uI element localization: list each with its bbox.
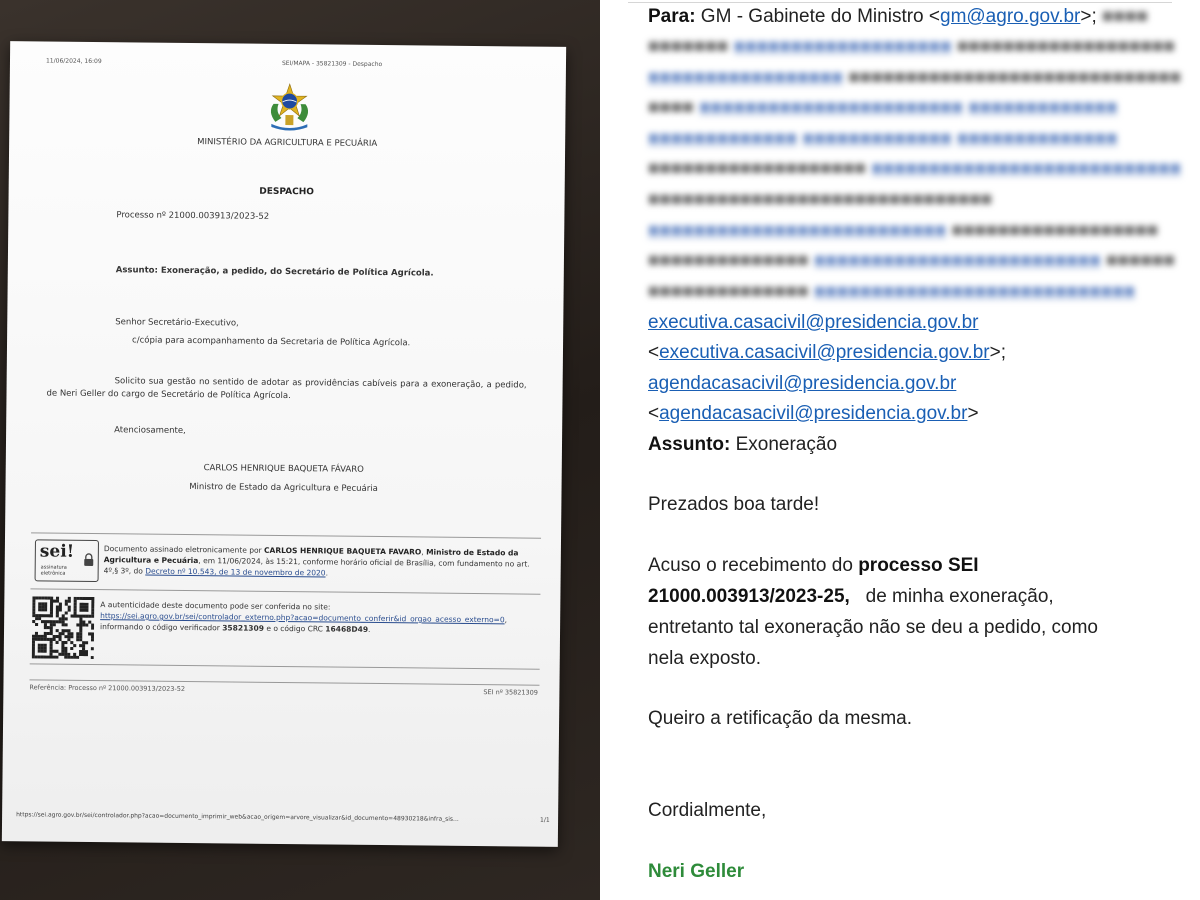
recipient-line	[648, 312, 978, 334]
brazil-coat-of-arms-icon	[263, 82, 316, 133]
recipient-email-link[interactable]: executiva.casacivil@presidencia.gov.br	[648, 312, 979, 333]
decree-link[interactable]: Decreto nº 10.543, de 13 de novembro de 2020	[145, 566, 326, 578]
electronic-signature-note: Documento assinado eletronicamente por CARLOS HENRIQUE BAQUETA FAVARO, Ministro de Estado da Agricultura e Pecuária, em 11/06/2024, às 15:21, conforme horário oficial de Brasília, com fundamento no art. 4º,§ 3º, do Decreto nº 10.543, de 13 de novembro de 2020.	[103, 544, 530, 578]
reference-sei-number: SEI nº 35821309	[483, 688, 539, 697]
email-greeting: Prezados boa tarde!	[648, 494, 820, 515]
email-body-line: Acuso o recebimento do processo SEI	[648, 555, 979, 576]
print-reference: SEI/MAPA - 35821309 - Despacho	[281, 59, 383, 69]
signer-role: Ministro de Estado da Agricultura e Pecuária	[189, 482, 378, 494]
email-sender-signature: Neri Geller	[648, 861, 745, 882]
email-closing: Cordialmente,	[648, 800, 767, 821]
salutation: Senhor Secretário-Executivo,	[115, 317, 239, 329]
redacted-recipients: ■■■■■■■■■■■■■■■■■■■■■■■■■■ ■■■■■■■■■■■■■■■■■■	[648, 220, 1159, 241]
redacted-recipients: ■■■■■■■■■■■■■■ ■■■■■■■■■■■■■■■■■■■■■■■■■■■■	[648, 281, 1136, 302]
email-body-line: nela exposto.	[648, 648, 762, 669]
email-subject-line	[648, 434, 837, 456]
recipient-email-link[interactable]: executiva.casacivil@presidencia.gov.br	[659, 342, 990, 363]
printed-dispatch-document	[2, 41, 566, 847]
print-footer-url: https://sei.agro.gov.br/sei/controlador.php?acao=documento_imprimir_web&acao_origem=arvore_visualizar&id_documento=48930218&infra_sis...	[16, 811, 459, 823]
sei-signature-logo	[35, 539, 99, 582]
print-datetime: 11/06/2024, 16:09	[45, 57, 102, 66]
redacted-recipients: ■■■■■■■■■■■■■■■■■ ■■■■■■■■■■■■■■■■■■■■■■■■■■■■■	[648, 67, 1182, 88]
recipient-line: <agendacasacivil@presidencia.gov.br>	[648, 403, 979, 424]
authenticity-note: A autenticidade deste documento pode ser conferida no site: https://sei.agro.gov.br/sei/controlador_externo.php?acao=documento_conferir&id_orgao_acesso_externo=0, informando o código verificador 35821309 e o código CRC 16468D49.	[100, 600, 508, 634]
email-body-line: 21000.003913/2023-25, de minha exoneração,	[648, 586, 1054, 607]
closing: Atenciosamente,	[114, 425, 186, 436]
qr-code-icon	[32, 596, 95, 659]
sei-logo-text: sei!	[39, 541, 75, 562]
recipient-email-link[interactable]: agendacasacivil@presidencia.gov.br	[659, 403, 968, 424]
divider	[30, 588, 540, 594]
email-message	[600, 0, 1200, 900]
redacted-recipients: ■■■■■■■■■■■■■■■■■■■■■■■■■■■■■■	[648, 189, 993, 210]
lock-icon	[83, 553, 95, 567]
redacted-recipients: ■■■■	[1096, 6, 1148, 27]
email-subject: Exoneração	[730, 434, 838, 455]
document-type-title: DESPACHO	[259, 186, 315, 198]
recipient-email-link[interactable]: agendacasacivil@presidencia.gov.br	[648, 373, 957, 394]
recipient-email-link[interactable]: gm@agro.gov.br	[940, 6, 1081, 27]
document-subject: Assunto: Exoneração, a pedido, do Secretário de Política Agrícola.	[115, 265, 434, 279]
redacted-recipients: ■■■■■■■■■■■■■■ ■■■■■■■■■■■■■■■■■■■■■■■■■ ■■■■■■	[648, 250, 1175, 271]
email-to-line: Para: GM - Gabinete do Ministro <gm@agro.gov.br>; ■■■■	[648, 6, 1148, 27]
sei-logo-subtitle: assinatura eletrônica	[40, 564, 67, 577]
copy-note: c/cópia para acompanhamento da Secretaria de Política Agrícola.	[132, 335, 411, 349]
process-number: Processo nº 21000.003913/2023-52	[116, 210, 270, 222]
divider	[628, 2, 1172, 3]
reference-process: Referência: Processo nº 21000.003913/2023-52	[29, 683, 186, 693]
redacted-recipients: ■■■■ ■■■■■■■■■■■■■■■■■■■■■■■ ■■■■■■■■■■■■■	[648, 97, 1118, 118]
signer-name: CARLOS HENRIQUE BAQUETA FÁVARO	[203, 463, 364, 475]
redacted-recipients: ■■■■■■■ ■■■■■■■■■■■■■■■■■■■ ■■■■■■■■■■■■■■■■■■■	[648, 36, 1175, 57]
divider	[31, 532, 541, 538]
recipient-line: <executiva.casacivil@presidencia.gov.br>;	[648, 342, 1006, 363]
print-page-number: 1/1	[540, 816, 550, 824]
authenticity-link[interactable]: https://sei.agro.gov.br/sei/controlador_externo.php?acao=documento_conferir&id_orgao_acesso_externo=0	[100, 611, 505, 625]
divider	[30, 663, 540, 669]
email-body-line: entretanto tal exoneração não se deu a pedido, como	[648, 617, 1098, 638]
ministry-name: MINISTÉRIO DA AGRICULTURA E PECUÁRIA	[197, 137, 378, 149]
email-request: Queiro a retificação da mesma.	[648, 708, 913, 729]
document-body: Solicito sua gestão no sentido de adotar as providências cabíveis para a exoneração, a pedido, de Neri Geller do cargo de Secretário de Política Agrícola.	[46, 376, 527, 402]
to-label: Para:	[648, 6, 696, 27]
subject-label: Assunto:	[648, 434, 731, 455]
recipient-line	[648, 373, 956, 395]
redacted-recipients: ■■■■■■■■■■■■■■■■■■■ ■■■■■■■■■■■■■■■■■■■■■■■■■■■	[648, 158, 1182, 179]
redacted-recipients: ■■■■■■■■■■■■■ ■■■■■■■■■■■■■ ■■■■■■■■■■■■■■	[648, 128, 1118, 149]
